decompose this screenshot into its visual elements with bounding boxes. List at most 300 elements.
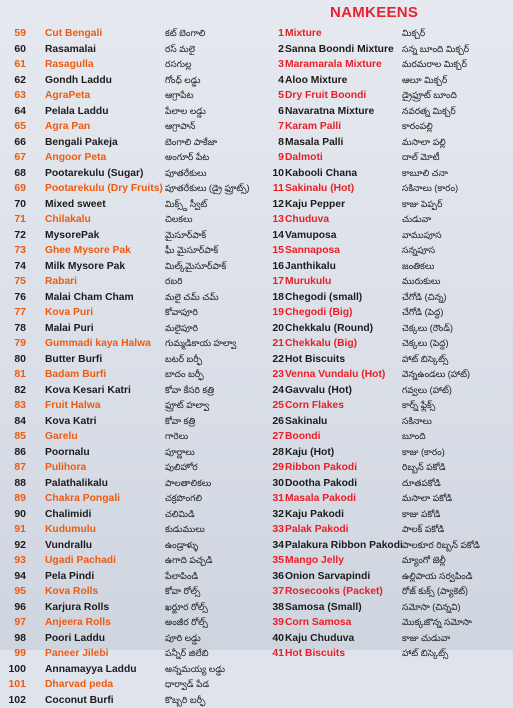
item-number: 89 [0, 491, 26, 507]
item-telugu-name: ఘీ మైసూర్‌పాక్ [165, 243, 218, 259]
item-telugu-name: మురుకులు [402, 274, 440, 290]
item-number: 29 [258, 460, 284, 476]
item-telugu-name: ఆగ్రాపేట [165, 88, 194, 104]
item-number: 16 [258, 259, 284, 275]
item-name: Kabooli Chana [285, 166, 357, 182]
item-telugu-name: కట్ బెంగాలి [165, 26, 205, 42]
item-name: MysorePak [45, 228, 99, 244]
sweet-menu-item [0, 42, 258, 58]
namkeen-menu-item [258, 212, 513, 228]
item-telugu-name: హాట్ బిస్కెట్స్ [402, 352, 448, 368]
item-name: Bengali Pakeja [45, 135, 118, 151]
item-number: 100 [0, 662, 26, 678]
item-name: Rasagulla [45, 57, 94, 73]
item-name: Fruit Halwa [45, 398, 101, 414]
item-number: 87 [0, 460, 26, 476]
item-telugu-name: పులిహోర [165, 460, 198, 476]
item-telugu-name: మొక్కజొన్న సమోసా [402, 615, 472, 631]
item-telugu-name: ధార్వాడ్ పేడ [165, 677, 209, 693]
sweet-menu-item [0, 476, 258, 492]
item-name: Angoor Peta [45, 150, 106, 166]
item-telugu-name: మిక్స్డ్ స్వీట్ [165, 197, 207, 213]
sweet-menu-item [0, 522, 258, 538]
item-number: 12 [258, 197, 284, 213]
namkeen-menu-item [258, 584, 513, 600]
item-name: Mixture [285, 26, 322, 42]
item-name: Kaju (Hot) [285, 445, 334, 461]
item-name: Chekkalu (Round) [285, 321, 373, 337]
namkeen-menu-item [258, 243, 513, 259]
sweet-menu-item [0, 321, 258, 337]
item-number: 23 [258, 367, 284, 383]
item-telugu-name: రోజ్ కుక్స్ (ప్యాకెట్) [402, 584, 468, 600]
item-number: 81 [0, 367, 26, 383]
item-name: Poornalu [45, 445, 90, 461]
item-name: Murukulu [285, 274, 331, 290]
item-telugu-name: ఆగ్రాపాన్ [165, 119, 195, 135]
item-number: 3 [258, 57, 284, 73]
sweets-column [0, 26, 258, 708]
item-telugu-name: చేగోడి (చిన్న) [402, 290, 446, 306]
item-number: 88 [0, 476, 26, 492]
item-name: Paneer Jilebi [45, 646, 109, 662]
item-number: 86 [0, 445, 26, 461]
namkeen-menu-item [258, 367, 513, 383]
namkeen-menu-item [258, 538, 513, 554]
item-telugu-name: కోవా కేసరి కత్రి [165, 383, 214, 399]
item-name: Chegodi (small) [285, 290, 362, 306]
item-name: Kaju Chuduva [285, 631, 354, 647]
item-telugu-name: కార్న్ ఫ్లేక్స్ [402, 398, 435, 414]
item-name: Karam Palli [285, 119, 341, 135]
item-number: 17 [258, 274, 284, 290]
item-telugu-name: పూర్ణాలు [165, 445, 195, 461]
item-telugu-name: చలిమిడి [165, 507, 195, 523]
item-number: 79 [0, 336, 26, 352]
item-number: 38 [258, 600, 284, 616]
item-telugu-name: మ్యాంగో జెల్లీ [402, 553, 446, 569]
item-telugu-name: సన్నపూస [402, 243, 435, 259]
item-number: 102 [0, 693, 26, 708]
item-telugu-name: సకినాలు (కారం) [402, 181, 458, 197]
item-name: Palakura Ribbon Pakodi [285, 538, 403, 554]
item-telugu-name: అంజీర రోల్స్ [165, 615, 208, 631]
item-name: Onion Sarvapindi [285, 569, 370, 585]
namkeen-menu-item [258, 42, 513, 58]
item-number: 20 [258, 321, 284, 337]
item-number: 97 [0, 615, 26, 631]
item-name: Kova Kesari Katri [45, 383, 131, 399]
namkeen-menu-item [258, 522, 513, 538]
sweet-menu-item [0, 646, 258, 662]
item-telugu-name: పాలక్ పకోడి [402, 522, 444, 538]
namkeens-column [258, 26, 513, 662]
item-telugu-name: రబరి [165, 274, 182, 290]
item-name: Sanna Boondi Mixture [285, 42, 394, 58]
sweet-menu-item [0, 104, 258, 120]
item-telugu-name: పూతరేకులు (డ్రై ఫ్రూట్స్) [165, 181, 250, 197]
item-number: 62 [0, 73, 26, 89]
sweet-menu-item [0, 677, 258, 693]
item-name: Kova Puri [45, 305, 93, 321]
sweet-menu-item [0, 290, 258, 306]
item-telugu-name: మసాలా పకోడి [402, 491, 452, 507]
item-name: Chegodi (Big) [285, 305, 353, 321]
namkeen-menu-item [258, 383, 513, 399]
item-telugu-name: డ్రైఫ్రూట్ బూంది [402, 88, 457, 104]
item-telugu-name: మిక్చర్ [402, 26, 425, 42]
namkeen-menu-item [258, 104, 513, 120]
item-number: 92 [0, 538, 26, 554]
item-number: 6 [258, 104, 284, 120]
item-name: Corn Samosa [285, 615, 351, 631]
sweet-menu-item [0, 135, 258, 151]
item-number: 14 [258, 228, 284, 244]
item-name: Kaju Pakodi [285, 507, 344, 523]
item-name: Vundrallu [45, 538, 92, 554]
item-telugu-name: దాల్ మోటీ [402, 150, 440, 166]
item-number: 31 [258, 491, 284, 507]
item-name: Cut Bengali [45, 26, 102, 42]
item-name: Chuduva [285, 212, 329, 228]
item-number: 69 [0, 181, 26, 197]
item-telugu-name: ఉగాది పచ్చడి [165, 553, 212, 569]
item-number: 71 [0, 212, 26, 228]
item-number: 10 [258, 166, 284, 182]
item-telugu-name: కొబ్బరి బర్ఫీ [165, 693, 205, 708]
item-telugu-name: జంతికలు [402, 259, 434, 275]
item-telugu-name: సకినాలు [402, 414, 432, 430]
item-name: Hot Biscuits [285, 352, 345, 368]
item-telugu-name: కుడుములు [165, 522, 205, 538]
item-number: 5 [258, 88, 284, 104]
item-name: Rasamalai [45, 42, 96, 58]
item-number: 60 [0, 42, 26, 58]
item-name: Dalmoti [285, 150, 323, 166]
item-telugu-name: బెంగాలి పాకేజా [165, 135, 217, 151]
item-number: 70 [0, 197, 26, 213]
item-number: 73 [0, 243, 26, 259]
item-number: 84 [0, 414, 26, 430]
item-number: 37 [258, 584, 284, 600]
item-name: Kova Katri [45, 414, 97, 430]
item-number: 18 [258, 290, 284, 306]
sweet-menu-item [0, 429, 258, 445]
namkeen-menu-item [258, 88, 513, 104]
item-telugu-name: ఖర్జూర రోల్స్ [165, 600, 208, 616]
item-name: Karjura Rolls [45, 600, 109, 616]
namkeen-menu-item [258, 166, 513, 182]
sweet-menu-item [0, 259, 258, 275]
item-number: 21 [258, 336, 284, 352]
item-name: Coconut Burfi [45, 693, 114, 708]
sweet-menu-item [0, 398, 258, 414]
namkeen-menu-item [258, 429, 513, 445]
sweet-menu-item [0, 228, 258, 244]
item-number: 63 [0, 88, 26, 104]
item-number: 35 [258, 553, 284, 569]
item-number: 66 [0, 135, 26, 151]
namkeen-menu-item [258, 600, 513, 616]
namkeen-menu-item [258, 135, 513, 151]
item-telugu-name: నవరత్న మిక్చర్ [402, 104, 456, 120]
item-name: Butter Burfi [45, 352, 102, 368]
item-telugu-name: బటర్ బర్ఫీ [165, 352, 202, 368]
item-name: Palak Pakodi [285, 522, 349, 538]
sweet-menu-item [0, 73, 258, 89]
item-number: 99 [0, 646, 26, 662]
item-number: 76 [0, 290, 26, 306]
item-number: 67 [0, 150, 26, 166]
item-name: Samosa (Small) [285, 600, 362, 616]
item-telugu-name: పేలాల లడ్డు [165, 104, 206, 120]
item-telugu-name: బాదం బర్ఫీ [165, 367, 204, 383]
sweet-menu-item [0, 181, 258, 197]
sweet-menu-item [0, 693, 258, 708]
sweet-menu-item [0, 26, 258, 42]
item-telugu-name: కారంపల్లి [402, 119, 433, 135]
item-number: 41 [258, 646, 284, 662]
item-telugu-name: ఉల్లిపాయ సర్వపిండి [402, 569, 473, 585]
item-number: 95 [0, 584, 26, 600]
item-name: Navaratna Mixture [285, 104, 374, 120]
item-number: 64 [0, 104, 26, 120]
item-telugu-name: కోవా రోల్స్ [165, 584, 200, 600]
item-telugu-name: చెక్కలు (పెద్ద) [402, 336, 449, 352]
item-number: 24 [258, 383, 284, 399]
namkeen-menu-item [258, 352, 513, 368]
item-number: 13 [258, 212, 284, 228]
item-number: 39 [258, 615, 284, 631]
namkeen-menu-item [258, 445, 513, 461]
sweet-menu-item [0, 662, 258, 678]
item-telugu-name: మలై చమ్ చమ్ [165, 290, 219, 306]
item-number: 26 [258, 414, 284, 430]
item-number: 33 [258, 522, 284, 538]
namkeen-menu-item [258, 553, 513, 569]
item-number: 36 [258, 569, 284, 585]
item-number: 61 [0, 57, 26, 73]
item-telugu-name: మిల్క్‌మైసూర్‌పాక్ [165, 259, 226, 275]
sweet-menu-item [0, 600, 258, 616]
item-telugu-name: గారెలు [165, 429, 188, 445]
item-name: Sakinalu [285, 414, 327, 430]
item-number: 91 [0, 522, 26, 538]
item-telugu-name: అన్నమయ్య లడ్డు [165, 662, 225, 678]
item-telugu-name: మసాలా పల్లి [402, 135, 446, 151]
item-telugu-name: పూతరేకులు [165, 166, 206, 182]
item-telugu-name: కోవా కత్రి [165, 414, 195, 430]
sweet-menu-item [0, 336, 258, 352]
item-telugu-name: పేలాపిండి [165, 569, 198, 585]
sweet-menu-item [0, 119, 258, 135]
sweet-menu-item [0, 88, 258, 104]
item-name: Rosecooks (Packet) [285, 584, 383, 600]
namkeen-menu-item [258, 228, 513, 244]
namkeen-menu-item [258, 321, 513, 337]
item-name: Palathalikalu [45, 476, 108, 492]
item-number: 19 [258, 305, 284, 321]
item-telugu-name: కోవాపూరి [165, 305, 198, 321]
namkeen-menu-item [258, 181, 513, 197]
sweet-menu-item [0, 367, 258, 383]
item-name: Pelala Laddu [45, 104, 109, 120]
item-telugu-name: హాట్ బిస్కెట్స్ [402, 646, 448, 662]
item-number: 25 [258, 398, 284, 414]
item-number: 82 [0, 383, 26, 399]
item-telugu-name: వాముపూస [402, 228, 442, 244]
item-telugu-name: అంగూర్ పేట [165, 150, 209, 166]
item-number: 83 [0, 398, 26, 414]
item-name: Vamuposa [285, 228, 337, 244]
item-number: 90 [0, 507, 26, 523]
item-telugu-name: కాజు పెప్పర్ [402, 197, 442, 213]
item-telugu-name: చేగోడి (పెద్ద) [402, 305, 443, 321]
item-telugu-name: కాజు (కారం) [402, 445, 445, 461]
item-name: Garelu [45, 429, 78, 445]
item-name: Janthikalu [285, 259, 336, 275]
item-number: 40 [258, 631, 284, 647]
item-number: 98 [0, 631, 26, 647]
item-number: 74 [0, 259, 26, 275]
item-name: Pulihora [45, 460, 86, 476]
item-name: Malai Cham Cham [45, 290, 134, 306]
item-name: Pootarekulu (Sugar) [45, 166, 143, 182]
item-number: 59 [0, 26, 26, 42]
namkeen-menu-item [258, 569, 513, 585]
item-number: 15 [258, 243, 284, 259]
item-number: 72 [0, 228, 26, 244]
item-telugu-name: సన్న బూంది మిక్చర్ [402, 42, 469, 58]
item-number: 2 [258, 42, 284, 58]
item-name: Dharvad peda [45, 677, 113, 693]
namkeen-menu-item [258, 491, 513, 507]
item-name: Ugadi Pachadi [45, 553, 116, 569]
item-name: Kudumulu [45, 522, 96, 538]
namkeen-menu-item [258, 507, 513, 523]
namkeen-menu-item [258, 259, 513, 275]
item-telugu-name: కాజు చుడువా [402, 631, 450, 647]
sweet-menu-item [0, 305, 258, 321]
item-telugu-name: గోంధ్ లడ్డు [165, 73, 200, 89]
item-telugu-name: చుడువా [402, 212, 431, 228]
item-number: 75 [0, 274, 26, 290]
item-number: 101 [0, 677, 26, 693]
namkeen-menu-item [258, 290, 513, 306]
item-number: 1 [258, 26, 284, 42]
namkeen-menu-item [258, 305, 513, 321]
item-name: Chilakalu [45, 212, 91, 228]
sweet-menu-item [0, 460, 258, 476]
item-telugu-name: కాబూలి చనా [402, 166, 448, 182]
item-telugu-name: గవ్వలు (హాట్) [402, 383, 452, 399]
sweet-menu-item [0, 491, 258, 507]
item-name: Aloo Mixture [285, 73, 347, 89]
item-name: Chekkalu (Big) [285, 336, 357, 352]
namkeen-menu-item [258, 73, 513, 89]
item-name: Pela Pindi [45, 569, 94, 585]
sweet-menu-item [0, 631, 258, 647]
item-name: Gummadi kaya Halwa [45, 336, 151, 352]
item-number: 65 [0, 119, 26, 135]
namkeen-menu-item [258, 460, 513, 476]
item-name: Boondi [285, 429, 320, 445]
item-name: Sannaposa [285, 243, 340, 259]
item-telugu-name: వెన్నఉండలు (హాట్) [402, 367, 470, 383]
item-name: Corn Flakes [285, 398, 344, 414]
sweet-menu-item [0, 352, 258, 368]
sweet-menu-item [0, 445, 258, 461]
item-telugu-name: పూరి లడ్డు [165, 631, 201, 647]
item-number: 27 [258, 429, 284, 445]
item-name: Annamayya Laddu [45, 662, 137, 678]
item-name: Ghee Mysore Pak [45, 243, 131, 259]
item-telugu-name: ఆలూ మిక్చర్ [402, 73, 447, 89]
item-number: 78 [0, 321, 26, 337]
item-number: 96 [0, 600, 26, 616]
namkeen-menu-item [258, 336, 513, 352]
item-name: Sakinalu (Hot) [285, 181, 354, 197]
sweet-menu-item [0, 383, 258, 399]
sweet-menu-item [0, 584, 258, 600]
item-telugu-name: చెక్కలు (రౌండ్) [402, 321, 453, 337]
item-name: Malai Puri [45, 321, 94, 337]
item-telugu-name: చక్రపొంగలి [165, 491, 202, 507]
item-telugu-name: రిబ్బన్ పకోడి [402, 460, 446, 476]
item-telugu-name: గుమ్మడికాయ హల్వా [165, 336, 236, 352]
item-name: Ribbon Pakodi [285, 460, 357, 476]
item-telugu-name: బూంది [402, 429, 426, 445]
item-name: Dootha Pakodi [285, 476, 357, 492]
item-telugu-name: మైసూర్‌పాక్ [165, 228, 206, 244]
namkeen-menu-item [258, 197, 513, 213]
sweet-menu-item [0, 57, 258, 73]
item-name: Gondh Laddu [45, 73, 112, 89]
item-name: Gavvalu (Hot) [285, 383, 352, 399]
item-number: 85 [0, 429, 26, 445]
namkeen-menu-item [258, 26, 513, 42]
item-telugu-name: ఫ్రూట్ హల్వా [165, 398, 209, 414]
item-name: Chalimidi [45, 507, 91, 523]
namkeen-menu-item [258, 414, 513, 430]
item-name: Venna Vundalu (Hot) [285, 367, 385, 383]
item-number: 30 [258, 476, 284, 492]
item-number: 7 [258, 119, 284, 135]
namkeen-menu-item [258, 476, 513, 492]
sweet-menu-item [0, 197, 258, 213]
item-number: 4 [258, 73, 284, 89]
item-number: 34 [258, 538, 284, 554]
item-name: Anjeera Rolls [45, 615, 111, 631]
item-name: Kova Rolls [45, 584, 98, 600]
item-name: Agra Pan [45, 119, 90, 135]
namkeen-menu-item [258, 150, 513, 166]
item-telugu-name: మలైపూరి [165, 321, 198, 337]
item-name: Maramarala Mixture [285, 57, 382, 73]
item-number: 93 [0, 553, 26, 569]
item-telugu-name: కాజు పకోడి [402, 507, 440, 523]
item-telugu-name: పన్నీర్ జిలేబి [165, 646, 209, 662]
item-name: AgraPeta [45, 88, 90, 104]
item-number: 68 [0, 166, 26, 182]
namkeen-menu-item [258, 631, 513, 647]
item-name: Hot Biscuits [285, 646, 345, 662]
item-number: 94 [0, 569, 26, 585]
item-number: 11 [258, 181, 284, 197]
namkeen-menu-item [258, 646, 513, 662]
sweet-menu-item [0, 538, 258, 554]
item-telugu-name: సమోసా (చిన్నవి) [402, 600, 461, 616]
